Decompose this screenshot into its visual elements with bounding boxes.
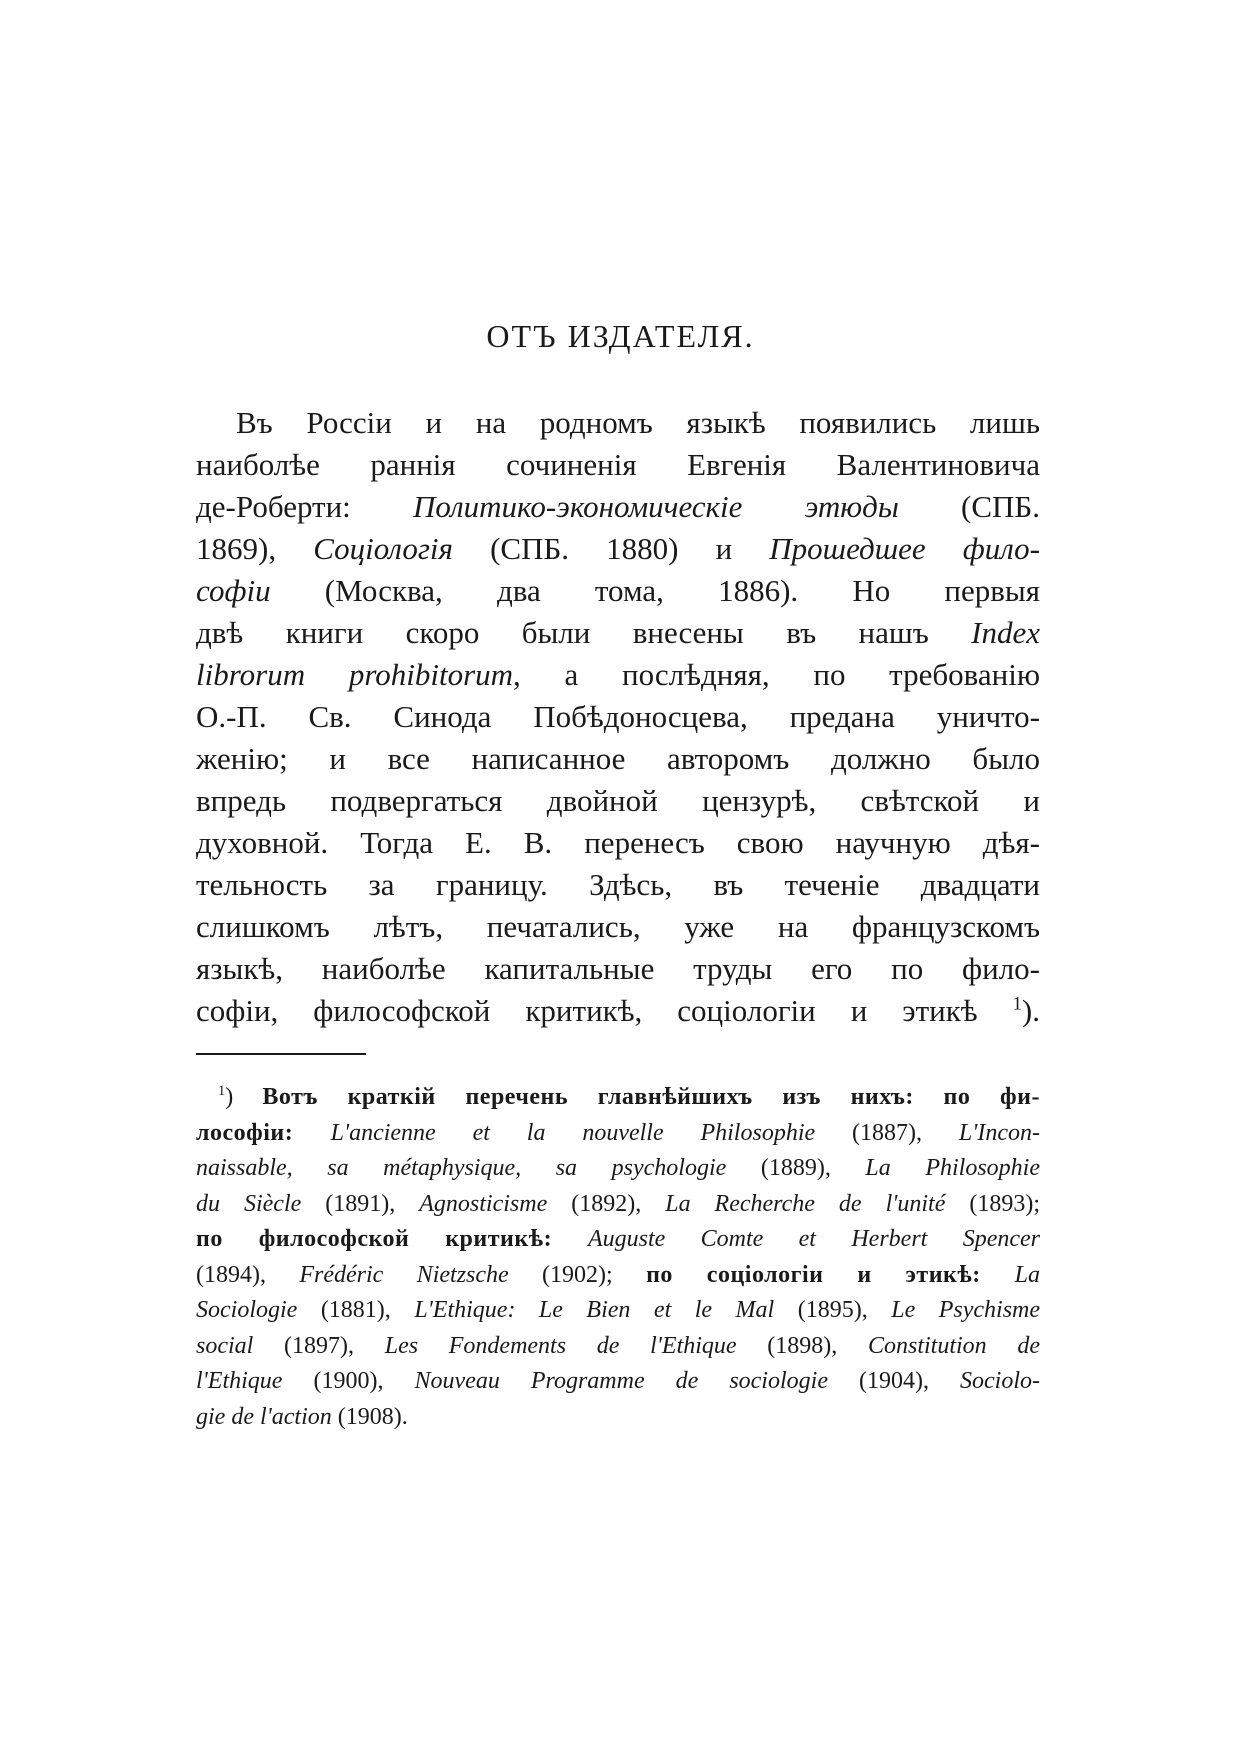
text-line: наиболѣе раннія сочиненія Евгенія Валентиновича bbox=[196, 447, 1040, 482]
text-line: впредь подвергаться двойной цензурѣ, свѣтской и bbox=[196, 783, 1040, 818]
work-title: gie de l'action bbox=[196, 1403, 332, 1430]
text-line: тельность за границу. Здѣсь, въ теченіе двадцати bbox=[196, 867, 1040, 902]
book-title: Index bbox=[971, 615, 1040, 650]
work-title: La Recherche de l'unité bbox=[665, 1190, 946, 1217]
main-paragraph bbox=[196, 402, 1040, 1032]
footnote-line: naissable, sa métaphysique, sa psychologie (1889), La Philosophie bbox=[196, 1155, 1040, 1181]
work-title: l'Ethique bbox=[196, 1368, 283, 1394]
work-title: Agnosticisme bbox=[419, 1190, 548, 1217]
book-title: librorum prohibitorum bbox=[196, 657, 514, 692]
text-line: софіи (Москва, два тома, 1886). Но первыя bbox=[196, 573, 1040, 608]
footnote bbox=[196, 1080, 1040, 1435]
text-line: языкѣ, наиболѣе капитальные труды его по фило- bbox=[196, 951, 1040, 986]
text-line: двѣ книги скоро были внесены въ нашъ Index bbox=[196, 615, 1040, 650]
work-title: Sociologie bbox=[196, 1297, 298, 1323]
book-title: Прошедшее фило- bbox=[769, 531, 1041, 566]
work-title: Frédéric Nietzsche bbox=[299, 1261, 509, 1288]
footnote-line: social (1897), Les Fondements de l'Ethique (1898), Constitution de bbox=[196, 1332, 1041, 1359]
footnote-reference: 1 bbox=[1012, 993, 1022, 1015]
text-line: Въ Россіи и на родномъ языкѣ появились лишь bbox=[236, 405, 1040, 440]
book-title: Политико-экономическіе этюды bbox=[413, 489, 899, 524]
work-title: naissable, sa métaphysique, sa psychologie bbox=[196, 1155, 727, 1181]
text-line: librorum prohibitorum, а послѣдняя, по требованію bbox=[196, 657, 1040, 692]
work-title: L'Ethique: Le Bien et le Mal bbox=[414, 1297, 775, 1323]
footnote-line: по философской критикѣ: Auguste Comte et Herbert Spencer bbox=[196, 1226, 1040, 1252]
footnote-line: l'Ethique (1900), Nouveau Programme de sociologie (1904), Sociolo- bbox=[196, 1368, 1040, 1394]
text-line: духовной. Тогда Е. В. перенесъ свою научную дѣя- bbox=[196, 825, 1040, 860]
work-title: La Philosophie bbox=[865, 1155, 1040, 1181]
work-title: Constitution de bbox=[867, 1332, 1041, 1359]
text-line: де-Роберти: Политико-экономическіе этюды (СПБ. bbox=[196, 489, 1040, 524]
footnote-line: $^1$) Вотъ краткій перечень главнѣйшихъ изъ нихъ: по фи- bbox=[218, 1083, 1040, 1110]
work-title: du Siècle bbox=[196, 1190, 302, 1217]
footnote-line: du Siècle (1891), Agnosticisme (1892), La Recherche de l'unité (1893); bbox=[196, 1190, 1041, 1217]
work-title: L'Incon- bbox=[958, 1119, 1040, 1146]
work-title: Le Psychisme bbox=[891, 1297, 1041, 1323]
work-title: Nouveau Programme de sociologie bbox=[414, 1368, 828, 1394]
work-title: social bbox=[196, 1332, 254, 1359]
text-line: О.-П. Св. Синода Побѣдоносцева, предана уничто- bbox=[196, 699, 1040, 734]
book-title: софіи bbox=[196, 573, 271, 608]
work-title: Sociolo- bbox=[960, 1368, 1040, 1394]
book-title: Соціологія bbox=[313, 531, 453, 566]
text-line: 1869), Соціологія (СПБ. 1880) и Прошедшее фило- bbox=[196, 531, 1041, 566]
page-title: ОТЪ ИЗДАТЕЛЯ. bbox=[486, 318, 755, 354]
work-title: L'ancienne et la nouvelle Philosophie bbox=[330, 1119, 816, 1146]
text-line: слишкомъ лѣтъ, печатались, уже на французскомъ bbox=[196, 909, 1040, 944]
work-title: La bbox=[1014, 1261, 1041, 1288]
footnote-marker: 1 bbox=[218, 1083, 226, 1099]
work-title: Les Fondements de l'Ethique bbox=[384, 1332, 737, 1359]
footnote-line: gie de l'action (1908). bbox=[196, 1403, 408, 1430]
footnote-line: Sociologie (1881), L'Ethique: Le Bien et le Mal (1895), Le Psychisme bbox=[196, 1297, 1041, 1323]
footnote-divider bbox=[196, 1053, 366, 1055]
text-line: женію; и все написанное авторомъ должно было bbox=[196, 741, 1040, 776]
text-line: софіи, философской критикѣ, соціологіи и этикѣ $^1$). bbox=[196, 993, 1040, 1028]
footnote-line: (1894), Frédéric Nietzsche (1902); по соціологіи и этикѣ: La bbox=[196, 1261, 1041, 1288]
footnote-line: лософіи: L'ancienne et la nouvelle Philosophie (1887), L'Incon- bbox=[196, 1119, 1040, 1146]
work-title: Auguste Comte et Herbert Spencer bbox=[587, 1226, 1040, 1252]
